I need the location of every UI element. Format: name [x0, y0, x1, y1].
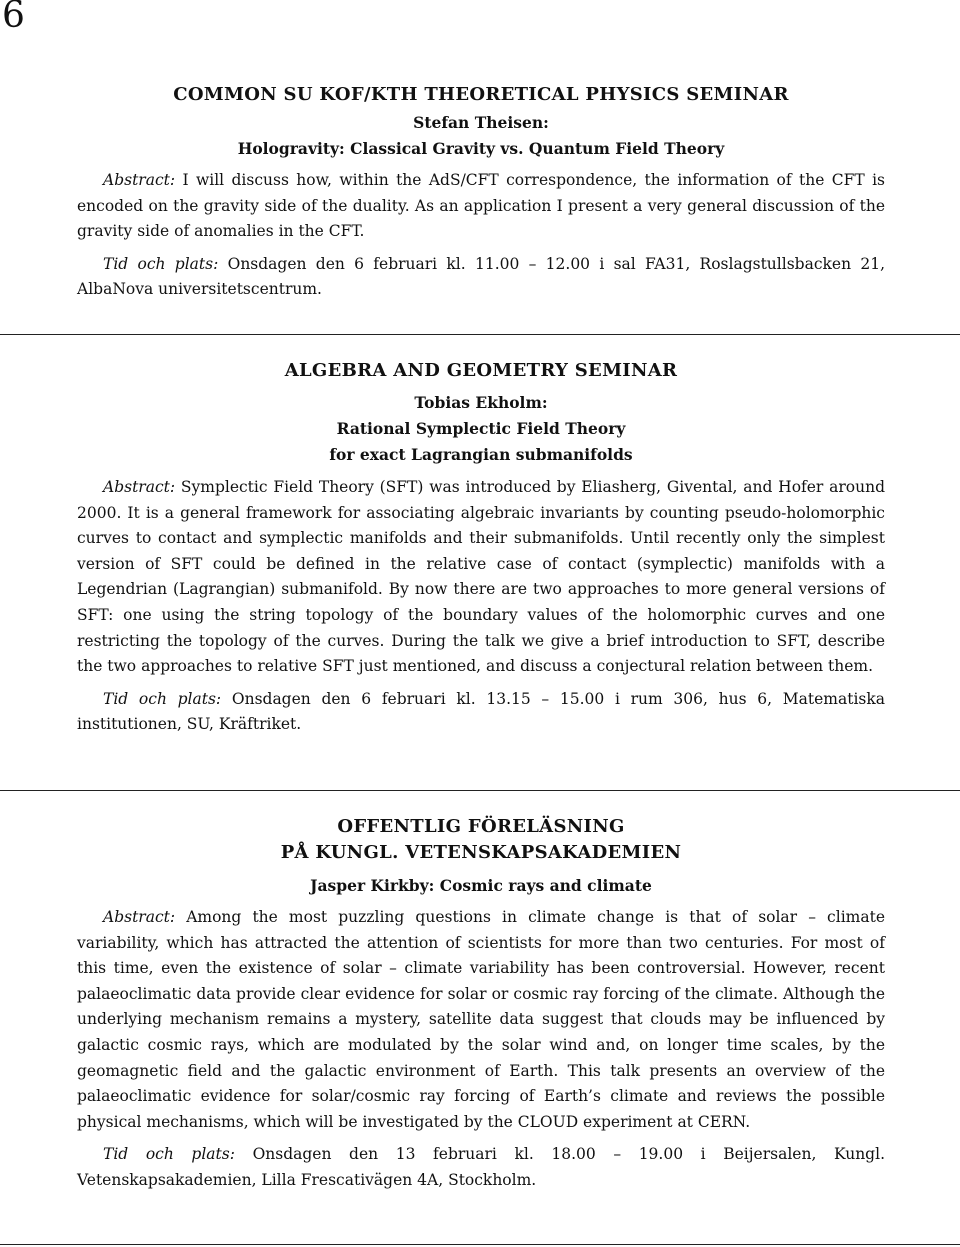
section-title-line-2: PÅ KUNGL. VETENSKAPSAKADEMIEN: [280, 842, 682, 863]
time-place-paragraph: [77, 252, 885, 303]
talk-title: Hologravity: Classical Gravity vs. Quantum Field Theory: [237, 139, 725, 158]
abstract-label: Abstract:: [103, 478, 176, 496]
abstract-paragraph: [77, 168, 885, 245]
section-title-line-1: OFFENTLIG FÖRELÄSNING: [337, 816, 625, 837]
section-divider: [0, 334, 960, 335]
section-title: ALGEBRA AND GEOMETRY SEMINAR: [284, 360, 678, 381]
time-place-label: Tid och plats:: [103, 254, 219, 273]
abstract-label: Abstract:: [103, 908, 176, 926]
time-place-text: Onsdagen den 6 februari kl. 11.00 – 12.00 i sal FA31, Roslagstullsbacken 21, AlbaNova universitetscentrum.: [77, 254, 885, 299]
time-place-paragraph: [77, 687, 885, 738]
speaker-name: Stefan Theisen:: [413, 113, 549, 132]
section-divider: [0, 790, 960, 791]
abstract-paragraph: [77, 905, 885, 1135]
abstract-paragraph: [77, 475, 885, 680]
time-place-text: Onsdagen den 13 februari kl. 18.00 – 19.00 i Beijersalen, Kungl. Vetenskapsakademien, Lilla Frescativägen 4A, Stockholm.: [77, 1145, 885, 1189]
abstract-text: Symplectic Field Theory (SFT) was introduced by Eliasherg, Givental, and Hofer around 2000. It is a general framework for associating algebraic invariants by counting pseudo-holomorphic curves to contact and symplectic manifolds and their submanifolds. Until recently only the simplest version of SFT could be defined in the relative case of contact (symplectic) manifolds with a Legendrian (Lagrangian) submanifold. By now there are two approaches to more general versions of SFT: one using the string topology of the boundary values of the holomorphic curves and one restricting the topology of the curves. During the talk we give a brief introduction to SFT, describe the two approaches to relative SFT just mentioned, and discuss a conjectural relation between them.: [77, 478, 885, 676]
time-place-text: Onsdagen den 6 februari kl. 13.15 – 15.00 i rum 306, hus 6, Matematiska institutionen, SU, Kräftriket.: [77, 689, 885, 734]
abstract-text: Among the most puzzling questions in climate change is that of solar – climate variability, which has attracted the attention of scientists for more than two centuries. For most of this time, even the existence of solar – climate variability has been controversial. However, recent palaeoclimatic data provide clear evidence for solar or cosmic ray forcing of the climate. Although the underlying mechanism remains a mystery, satellite data suggest that clouds may be influenced by galactic cosmic rays, which are modulated by the solar wind and, on longer time scales, by the geomagnetic field and the galactic environment of Earth. This talk presents an overview of the palaeoclimatic evidence for solar/cosmic ray forcing of Earth’s climate and reviews the possible physical mechanisms, which will be investigated by the CLOUD experiment at CERN.: [77, 908, 885, 1131]
talk-title: Jasper Kirkby: Cosmic rays and climate: [310, 876, 652, 895]
talk-title-line-2: for exact Lagrangian submanifolds: [329, 445, 633, 464]
section-divider: [0, 1244, 960, 1245]
seminar-section-algebra-geometry: [77, 358, 885, 738]
section-title: COMMON SU KOF/KTH THEORETICAL PHYSICS SEMINAR: [173, 84, 789, 105]
time-place-label: Tid och plats:: [103, 1145, 235, 1164]
abstract-text: I will discuss how, within the AdS/CFT correspondence, the information of the CFT is encoded on the gravity side of the duality. As an application I present a very general discussion of the gravity side of anomalies in the CFT.: [77, 171, 886, 241]
talk-title-line-1: Rational Symplectic Field Theory: [336, 419, 626, 438]
speaker-name: Tobias Ekholm:: [414, 393, 548, 412]
time-place-paragraph: [77, 1142, 885, 1193]
time-place-label: Tid och plats:: [103, 689, 222, 708]
seminar-section-theoretical-physics: [77, 82, 885, 303]
page-number: 6: [2, 0, 25, 36]
public-lecture-section: [77, 814, 885, 1194]
abstract-label: Abstract:: [103, 171, 176, 189]
